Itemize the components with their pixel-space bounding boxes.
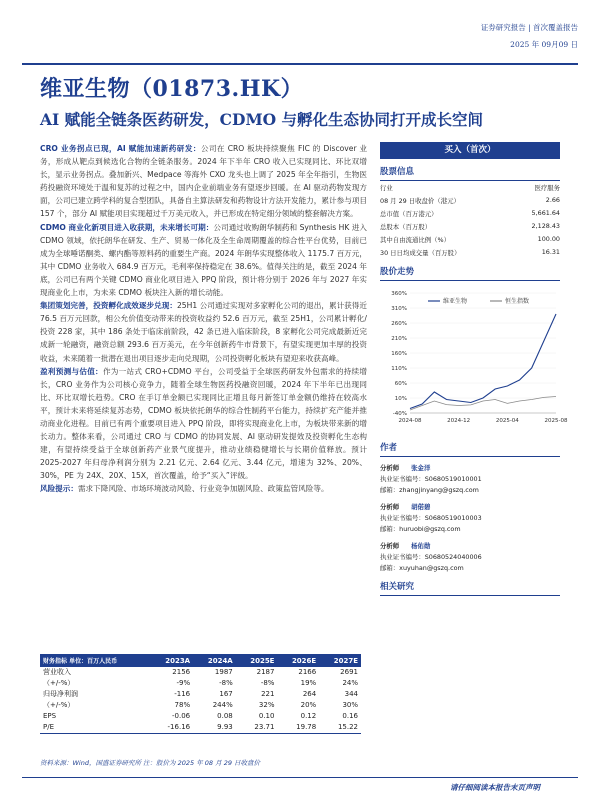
financial-value: -8% <box>260 679 275 687</box>
y-tick-label: -40% <box>392 411 407 417</box>
price-chart <box>380 285 568 435</box>
rating-badge: 买入（首次） <box>380 142 560 159</box>
y-tick-label: 60% <box>394 381 407 387</box>
y-tick-label: 160% <box>391 351 407 357</box>
financial-value: 23.71 <box>236 722 278 734</box>
footer-disclaimer: 请仔细阅读本报告末页声明 <box>450 783 540 792</box>
paragraph-cdmo: CDMO 商业化新项目进入收获期，未来增长可期：公司通过收购朗华制药和 Synthesis HK 进入 CDMO 领域，依托朗华在研发、生产、贸易一体化及全生命周期覆盖的综合性平台优势，目前已成为全球唾诺酮类、螺内酯等原料药的重要生产商。2024 年朗华实现整体收入 1175.7 百万元，其中 CDMO 业务收入 684.9 百万元，毛利率保持稳定在 38.6%。值得关注的是，截至 2024 年底，公司已有两个关键 CDMO 商业化项目进入 PPQ 阶段，预计将分别于 2026 年与 2027 年实现商业化上市，为未来 CDMO 板块注入新的增长动能。 <box>40 222 367 298</box>
financial-value: 344 <box>344 690 358 698</box>
financial-value: 2156 <box>172 668 191 676</box>
financial-table-row <box>40 678 361 689</box>
financial-value: 19.78 <box>277 722 319 734</box>
financial-value: 2187 <box>256 668 275 676</box>
y-tick-label: 260% <box>391 321 407 327</box>
chart-title: 股价走势 <box>380 265 560 281</box>
financial-value: 0.12 <box>300 712 317 720</box>
financial-value: 32% <box>258 701 275 709</box>
financial-value: 167 <box>219 690 233 698</box>
financial-table-header: 财务指标 单位：百万人民币 2023A 2024A 2025E 2026E 2027E <box>40 654 361 667</box>
footer-divider <box>22 777 578 778</box>
x-tick-label: 2025-08 <box>544 418 568 424</box>
financial-value: 221 <box>261 690 275 698</box>
paragraph-risk: 风险提示：需求下降风险、市场环境波动风险、行业竞争加剧风险、政策监管风险等。 <box>40 484 329 494</box>
financial-value: 2691 <box>340 668 358 676</box>
x-tick-label: 2024-12 <box>447 418 471 424</box>
financial-value: 1987 <box>214 668 233 676</box>
financial-metric-label: EPS <box>43 712 57 720</box>
financial-table-row <box>40 667 361 678</box>
y-tick-label: 210% <box>391 336 407 342</box>
financial-value: 19% <box>300 679 317 687</box>
financial-value: -9% <box>176 679 191 687</box>
financial-value: 0.08 <box>217 712 233 720</box>
report-date: 2025 年 09月09 日 <box>510 40 578 49</box>
financial-value: 0.16 <box>342 712 358 720</box>
main-text <box>40 142 367 496</box>
financial-value: 24% <box>342 679 358 687</box>
stock-info-row: 30 日日均成交量（百万股） 16.31 <box>380 248 560 257</box>
financial-value: -8% <box>219 679 233 687</box>
source-note: 资料来源：Wind，国盛证券研究所 注：股价为 2025 年 08 月 29 日收盘价 <box>40 759 261 767</box>
financial-table-row <box>40 700 361 711</box>
stock-info-row: 行业 医疗服务 <box>380 184 560 192</box>
financial-value: 264 <box>302 690 317 698</box>
stock-info-table <box>380 181 560 259</box>
analyst-1: 分析师 张金洋 执业证书编号：S0680519010001 邮箱：zhangjinyang@gszq.com <box>380 464 482 494</box>
stock-info-row: 总股本（百万股） 2,128.43 <box>380 222 560 231</box>
financial-value: 2166 <box>298 668 317 676</box>
stock-info-row: 其中自由流通比例（%） 100.00 <box>380 235 560 244</box>
report-header <box>481 22 578 50</box>
financial-value: 9.93 <box>193 722 236 734</box>
financial-value: 78% <box>174 701 191 709</box>
financial-value: 0.10 <box>258 712 275 720</box>
y-tick-label: 310% <box>391 306 407 312</box>
financial-value: -116 <box>174 690 191 698</box>
report-subtitle: AI 赋能全链条医药研发，CDMO 与孵化生态协同打开成长空间 <box>40 110 484 129</box>
analyst-2: 分析师 胡偌碧 执业证书编号：S0680519010003 邮箱：huruobi@gszq.com <box>380 503 482 533</box>
header-divider <box>22 63 578 65</box>
financial-value: 244% <box>212 701 233 709</box>
y-tick-label: 10% <box>394 396 407 402</box>
related-research-title: 相关研究 <box>380 580 560 596</box>
financial-table-row <box>40 689 361 700</box>
financial-value: -16.16 <box>150 722 193 734</box>
stock-info-row: 总市值（百万港元） 5,661.64 <box>380 209 560 218</box>
paragraph-incubation: 集团策划完善，投资孵化成效逐步兑现：25H1 公司通过实现对多家孵化公司的退出，累计获得近 76.5 百万元回款，相公允价值变动带来的投资收益约 52.6 百万元，截至 25H1，公司累计孵化/投资 228 家，其中 186 条处于临床前阶段，42 条已进入临床阶段，8 家孵化公司完成最新近完成新一轮融资，融资总额 293.6 百万美元，在今年创新药牛市背景下，有望实现更加丰厚的投资收益，未来随着一批潜在退出项目逐步走向兑现期，公司投资孵化板块有望迎来收获高峰。 <box>40 301 367 363</box>
y-tick-label: 110% <box>391 366 407 372</box>
financial-value: -0.06 <box>171 712 191 720</box>
report-type: 证券研究报告 | 首次覆盖报告 <box>480 23 578 32</box>
x-tick-label: 2025-04 <box>495 418 519 424</box>
financial-value: 15.22 <box>319 722 361 734</box>
price-chart-svg <box>380 285 568 435</box>
sidebar <box>380 142 568 596</box>
legend-label: 恒生指数 <box>505 298 530 305</box>
financial-metric-label: 营业收入 <box>43 668 71 676</box>
paragraph-forecast: 盈利预测与估值：作为一站式 CRO+CDMO 平台，公司受益于全球医药研发外包需求的持续增长，CRO 业务作为公司核心竞争力，随着全球生物医药投融资回暖，2024 年下半年已出现同比、环比双增长趋势。CRO 在手订单金额已实现同比正增且每月新签订单金额仍维持在较高水平，预计未来将延续复苏态势，CDMO 板块依托朗华的综合性制药平台能力，持续扩充产能并推动商业化进程。目前已有两个重要项目进入 PPQ 阶段，即将实现商业化上市，为板块带来新的增长动力。整体来看，公司通过 CRO 与 CDMO 的协同发展、AI 驱动研发提效及投资孵化生态构建，有望持续受益于全球创新药产业景气度提升，推动业绩稳健增长与长期价值释放。预计 2025-2027 年归母净利润分别为 2.21 亿元、2.64 亿元、3.44 亿元，增速为 32%、20%、30%，PE 为 24X、20X、15X，首次覆盖，给予“买入”评级。 <box>40 366 368 481</box>
stock-info-row: 08 月 29 日收盘价（港元） 2.66 <box>380 196 560 205</box>
financial-metric-label: （+/-%） <box>43 679 75 687</box>
financial-value: 20% <box>300 701 317 709</box>
financial-table-row <box>40 722 361 734</box>
company-title: 维亚生物（01873.HK） <box>40 76 304 102</box>
financial-table-row <box>40 711 361 722</box>
financial-table <box>40 654 361 734</box>
financial-metric-label: （+/-%） <box>43 701 75 709</box>
legend-label: 维亚生物 <box>443 298 468 305</box>
analysts-title: 作者 <box>380 441 560 457</box>
stock-price-line <box>410 314 556 409</box>
x-tick-label: 2024-08 <box>398 418 422 424</box>
financial-value: 30% <box>342 701 358 709</box>
y-tick-label: 360% <box>391 291 407 297</box>
financial-metric-label: P/E <box>40 722 150 734</box>
analyst-3: 分析师 杨佑勋 执业证书编号：S0680524040006 邮箱：xuyuhan@gszq.com <box>380 542 482 572</box>
paragraph-cro: CRO 业务拐点已现，AI 赋能加速新药研发：公司在 CRO 板块持续聚焦 FIC 的 Discover 业务，形成从靶点到候选化合物的全链条服务。2024 年下半年 CRO 收入已实现同比、环比双增长，显示业务拐点。叠加新兴、Medpace 等海外 CXO 龙头也上调了 2025 年全年指引，生物医药投融资环境处于温和复苏的过程之中，国内企业前端业务有望逐步回暖。在 AI 驱动药物发现方面，公司已建立跨学科的复合型团队，具备自主算法研发和药物设计方法开发能力，累计参与项目 157 个，部分 AI 赋能项目实现超过千万美元收入，并已形成在特定细分领域的整套解决方案。 <box>40 144 367 219</box>
stock-info-title: 股票信息 <box>380 165 560 181</box>
financial-metric-label: 归母净利润 <box>43 690 78 698</box>
